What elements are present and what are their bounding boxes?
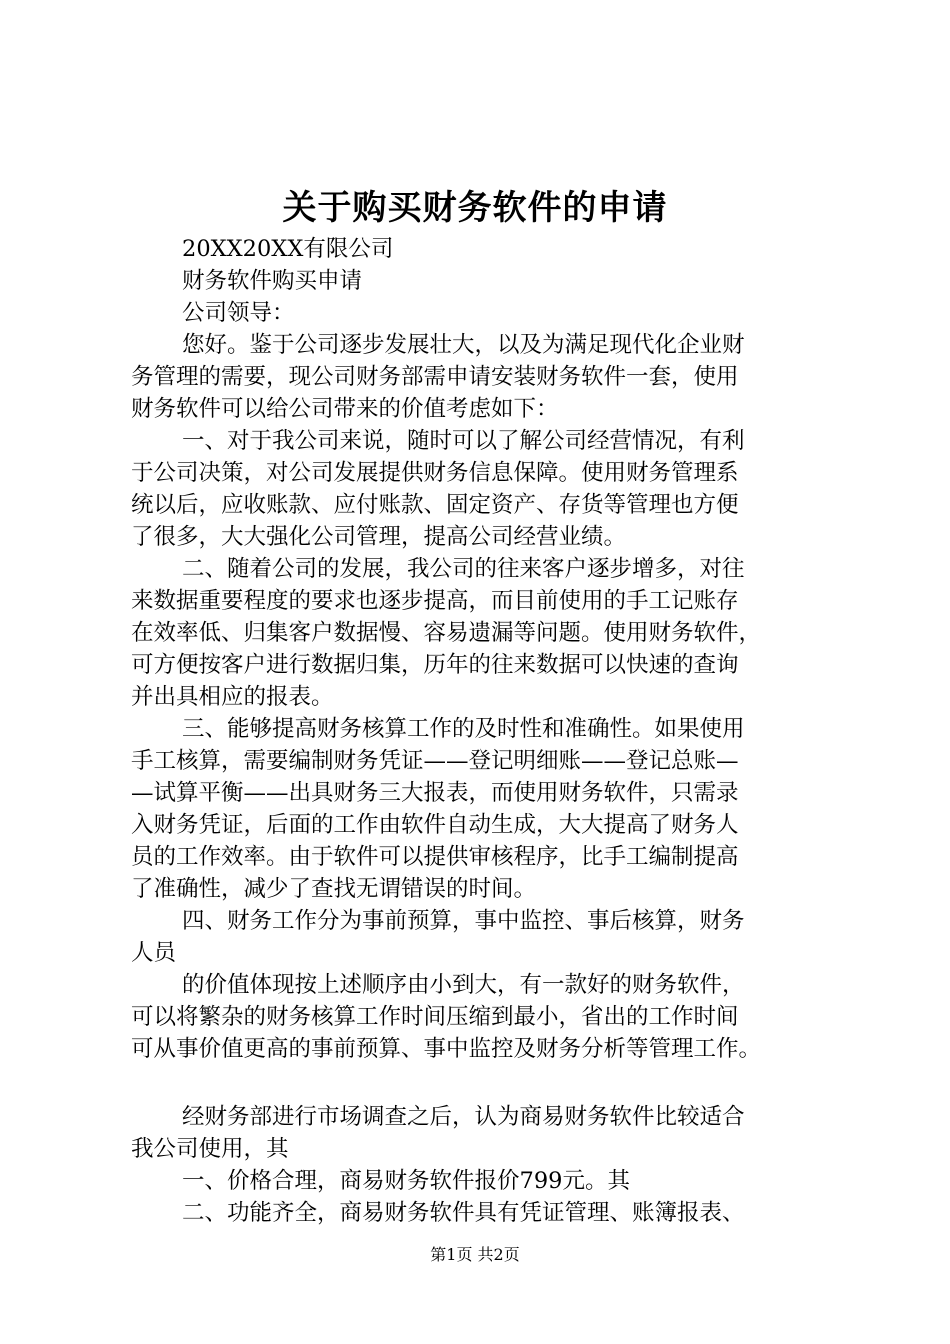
salutation-line: 公司领导： [182,300,295,326]
paragraph-line: 在效率低、归集客户数据慢、容易遗漏等问题。使用财务软件， [131,620,762,646]
company-name-line: 20XX20XX有限公司 [182,236,394,262]
paragraph-line: 并出具相应的报表。 [131,684,334,710]
paragraph-line: 务管理的需要，现公司财务部需申请安装财务软件一套，使用 [131,364,739,390]
document-title: 关于购买财务软件的申请 [282,188,668,228]
paragraph-line: 来数据重要程度的要求也逐步提高，而目前使用的手工记账存 [131,588,739,614]
paragraph-spacer [131,1065,851,1101]
paragraph-line: 可从事价值更高的事前预算、事中监控及财务分析等管理工作。 [131,1036,762,1062]
paragraph-line: 于公司决策，对公司发展提供财务信息保障。使用财务管理系 [131,460,739,486]
paragraph-line: 了很多，大大强化公司管理，提高公司经营业绩。 [131,524,627,550]
paragraph-line: 二、随着公司的发展，我公司的往来客户逐步增多，对往 [182,556,745,582]
paragraph-line: 财务软件可以给公司带来的价值考虑如下： [131,396,559,422]
paragraph-line: 入财务凭证，后面的工作由软件自动生成，大大提高了财务人 [131,812,739,838]
paragraph-line: 一、对于我公司来说，随时可以了解公司经营情况，有利 [182,428,745,454]
paragraph-line: 统以后，应收账款、应付账款、固定资产、存货等管理也方便 [131,492,739,518]
paragraph-line: 我公司使用，其 [131,1136,289,1162]
paragraph-line: 您好。鉴于公司逐步发展壮大，以及为满足现代化企业财 [182,332,745,358]
paragraph-line: 三、能够提高财务核算工作的及时性和准确性。如果使用 [182,716,745,742]
paragraph-line: 的价值体现按上述顺序由小到大，有一款好的财务软件， [182,972,745,998]
document-body [131,233,851,1229]
paragraph-line: 四、财务工作分为事前预算，事中监控、事后核算，财务 [182,908,745,934]
paragraph-line: 了准确性，减少了查找无谓错误的时间。 [131,876,537,902]
paragraph-line: 可方便按客户进行数据归集，历年的往来数据可以快速的查询 [131,652,739,678]
subject-line: 财务软件购买申请 [182,268,363,294]
page-footer: 第1页 共2页 [430,1245,520,1264]
paragraph-line: 二、功能齐全，商易财务软件具有凭证管理、账簿报表、 [182,1200,745,1226]
paragraph-line: 人员 [131,940,177,966]
paragraph-line: —试算平衡——出具财务三大报表，而使用财务软件，只需录 [131,780,739,806]
paragraph-line: 可以将繁杂的财务核算工作时间压缩到最小，省出的工作时间 [131,1004,739,1030]
paragraph-line: 经财务部进行市场调查之后，认为商易财务软件比较适合 [182,1104,745,1130]
paragraph-line: 一、价格合理，商易财务软件报价799元。其 [182,1168,630,1194]
paragraph-line: 员的工作效率。由于软件可以提供审核程序，比手工编制提高 [131,844,739,870]
paragraph-line: 手工核算，需要编制财务凭证——登记明细账——登记总账— [131,748,739,774]
